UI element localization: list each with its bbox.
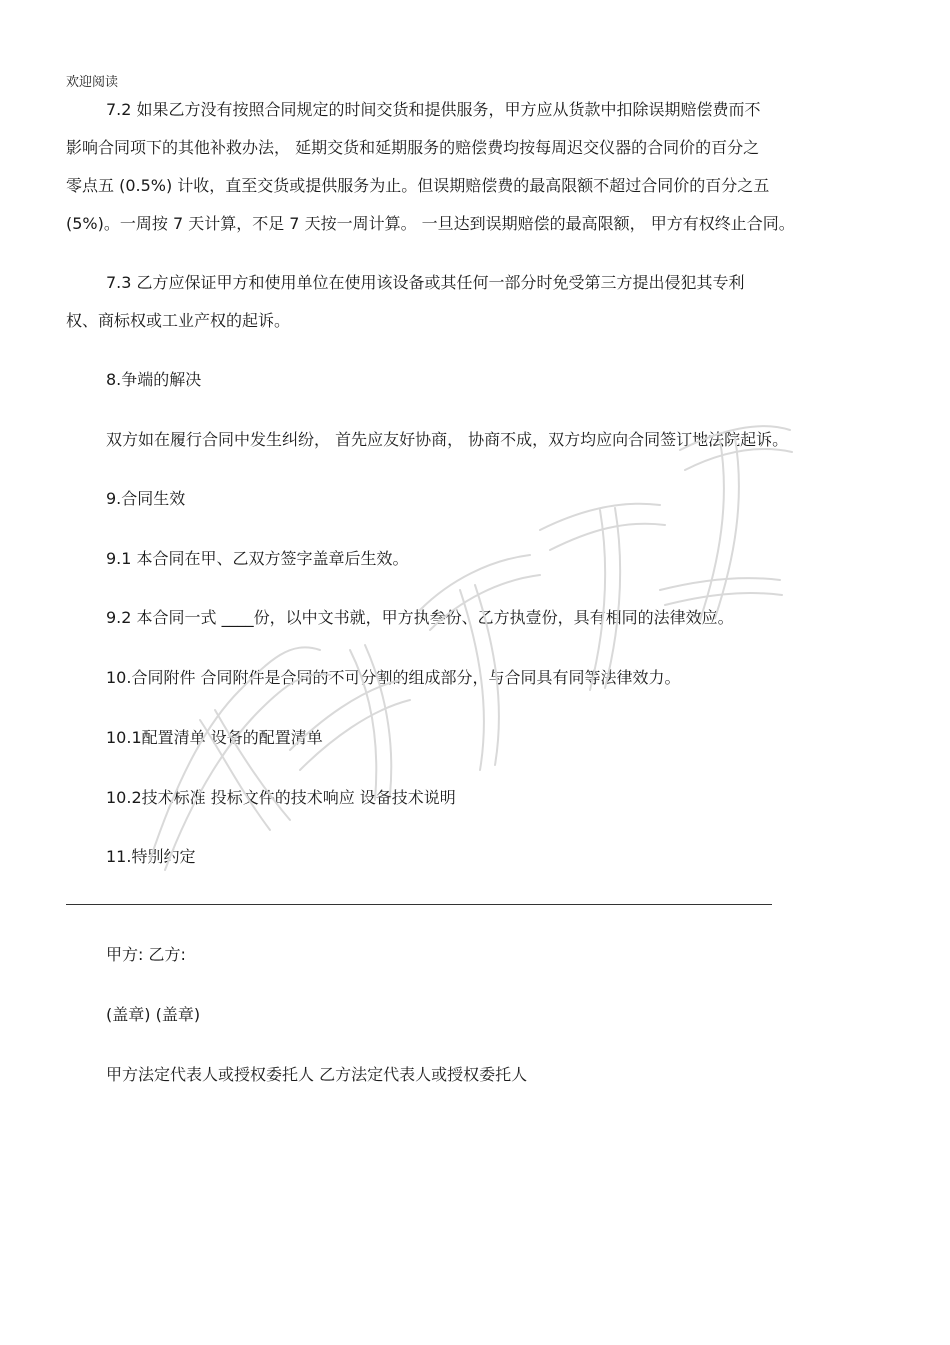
page-header: 欢迎阅读 [66,75,119,90]
section-9-title: 9.合同生效 [106,489,186,508]
section-10: 10.合同附件 合同附件是合同的不可分割的组成部分，与合同具有同等法律效力。 [106,668,681,687]
signature-parties: 甲方: 乙方: [106,945,186,964]
section-8-body: 双方如在履行合同中发生纠纷， 首先应友好协商， 协商不成，双方均应向合同签订地法院起诉。 [106,430,789,449]
clause-9-1: 9.1 本合同在甲、乙双方签字盖章后生效。 [106,549,409,568]
section-8-title: 8.争端的解决 [106,370,202,389]
clause-7-2-line-3: 零点五 (0.5%) 计收，直至交货或提供服务为止。但误期赔偿费的最高限额不超过合同价的百分之五 [66,176,770,195]
clause-9-2: 9.2 本合同一式 ____份，以中文书就，甲方执叁份、乙方执壹份，具有相同的法律效应。 [106,608,734,627]
clause-10-1: 10.1配置清单 设备的配置清单 [106,728,323,747]
clause-7-2-line-4: (5%)。一周按 7 天计算，不足 7 天按一周计算。 一旦达到误期赔偿的最高限额， 甲方有权终止合同。 [66,214,795,233]
section-11-title: 11.特别约定 [106,847,196,866]
clause-7-3-line-2: 权、商标权或工业产权的起诉。 [66,311,291,330]
signature-seals: (盖章) (盖章) [106,1005,201,1024]
special-terms-blank-line [66,904,772,905]
clause-7-3-line-1: 7.3 乙方应保证甲方和使用单位在使用该设备或其任何一部分时免受第三方提出侵犯其专利 [106,273,745,292]
watermark-graphic [120,390,820,910]
clause-7-2-line-1: 7.2 如果乙方没有按照合同规定的时间交货和提供服务，甲方应从货款中扣除误期赔偿费而不 [106,100,761,119]
clause-10-2: 10.2技术标准 投标文件的技术响应 设备技术说明 [106,788,456,807]
clause-7-2-line-2: 影响合同项下的其他补救办法， 延期交货和延期服务的赔偿费均按每周迟交仪器的合同价的百分之 [66,138,760,157]
signature-representatives: 甲方法定代表人或授权委托人 乙方法定代表人或授权委托人 [106,1065,528,1084]
